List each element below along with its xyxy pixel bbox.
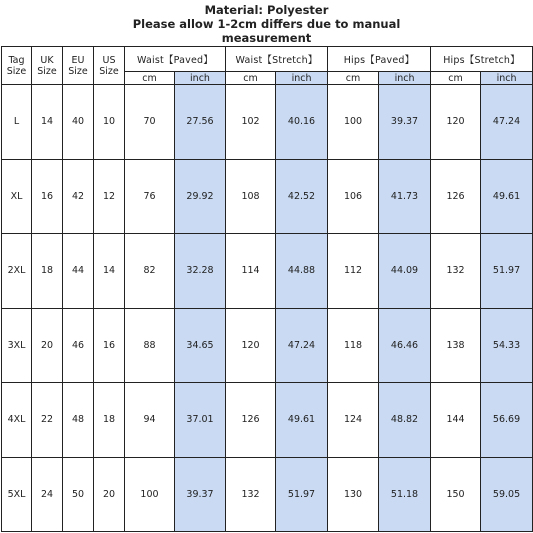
inch-value-cell: 34.65 <box>175 308 226 383</box>
table-row <box>2 383 533 458</box>
tag-size-cell: 2XL <box>2 234 32 309</box>
inch-value-cell: 51.97 <box>481 234 533 309</box>
header-row-groups <box>2 47 533 72</box>
cm-value-cell: 126 <box>226 383 276 458</box>
tag-size-cell: XL <box>2 159 32 234</box>
inch-value-cell: 49.61 <box>481 159 533 234</box>
unit-cm-header: cm <box>328 72 379 85</box>
unit-cm-header: cm <box>125 72 175 85</box>
table-row <box>2 457 533 532</box>
table-row <box>2 234 533 309</box>
inch-value-cell: 51.18 <box>379 457 431 532</box>
inch-value-cell: 46.46 <box>379 308 431 383</box>
cm-value-cell: 112 <box>328 234 379 309</box>
inch-value-cell: 47.24 <box>481 85 533 160</box>
inch-value-cell: 39.37 <box>379 85 431 160</box>
cm-value-cell: 120 <box>226 308 276 383</box>
inch-value-cell: 41.73 <box>379 159 431 234</box>
unit-cm-header: cm <box>431 72 481 85</box>
us-size-cell: 16 <box>94 308 125 383</box>
cm-value-cell: 102 <box>226 85 276 160</box>
inch-value-cell: 42.52 <box>276 159 328 234</box>
uk-size-cell: 20 <box>32 308 63 383</box>
material-text: Material: Polyester <box>204 3 329 17</box>
cm-value-cell: 138 <box>431 308 481 383</box>
hips-paved-header: Hips【Paved】 <box>328 47 431 72</box>
uk-size-header: UK Size <box>32 47 63 85</box>
cm-value-cell: 108 <box>226 159 276 234</box>
uk-size-cell: 16 <box>32 159 63 234</box>
cm-value-cell: 126 <box>431 159 481 234</box>
cm-value-cell: 132 <box>431 234 481 309</box>
cm-value-cell: 120 <box>431 85 481 160</box>
inch-value-cell: 51.97 <box>276 457 328 532</box>
measurement-note-line1: Please allow 1-2cm differs due to manual <box>132 17 401 31</box>
cm-value-cell: 132 <box>226 457 276 532</box>
waist-paved-header: Waist【Paved】 <box>125 47 226 72</box>
uk-size-cell: 14 <box>32 85 63 160</box>
cm-value-cell: 100 <box>328 85 379 160</box>
eu-size-cell: 40 <box>63 85 94 160</box>
us-size-cell: 20 <box>94 457 125 532</box>
table-row <box>2 308 533 383</box>
cm-value-cell: 76 <box>125 159 175 234</box>
eu-size-cell: 44 <box>63 234 94 309</box>
inch-value-cell: 48.82 <box>379 383 431 458</box>
eu-size-header: EU Size <box>63 47 94 85</box>
us-size-cell: 14 <box>94 234 125 309</box>
size-chart-table <box>1 46 533 532</box>
measurement-note-line2: measurement <box>221 31 312 45</box>
inch-value-cell: 59.05 <box>481 457 533 532</box>
inch-value-cell: 47.24 <box>276 308 328 383</box>
unit-inch-header: inch <box>481 72 533 85</box>
cm-value-cell: 70 <box>125 85 175 160</box>
cm-value-cell: 124 <box>328 383 379 458</box>
inch-value-cell: 40.16 <box>276 85 328 160</box>
size-rows <box>2 85 533 532</box>
us-size-cell: 12 <box>94 159 125 234</box>
inch-value-cell: 44.09 <box>379 234 431 309</box>
uk-size-cell: 18 <box>32 234 63 309</box>
cm-value-cell: 144 <box>431 383 481 458</box>
us-size-cell: 10 <box>94 85 125 160</box>
hips-stretch-header: Hips【Stretch】 <box>431 47 533 72</box>
inch-value-cell: 37.01 <box>175 383 226 458</box>
tag-size-cell: L <box>2 85 32 160</box>
cm-value-cell: 150 <box>431 457 481 532</box>
inch-value-cell: 29.92 <box>175 159 226 234</box>
us-size-cell: 18 <box>94 383 125 458</box>
eu-size-cell: 50 <box>63 457 94 532</box>
unit-cm-header: cm <box>226 72 276 85</box>
uk-size-cell: 24 <box>32 457 63 532</box>
unit-inch-header: inch <box>379 72 431 85</box>
cm-value-cell: 94 <box>125 383 175 458</box>
waist-stretch-header: Waist【Stretch】 <box>226 47 328 72</box>
eu-size-cell: 46 <box>63 308 94 383</box>
cm-value-cell: 114 <box>226 234 276 309</box>
inch-value-cell: 56.69 <box>481 383 533 458</box>
tag-size-cell: 3XL <box>2 308 32 383</box>
uk-size-cell: 22 <box>32 383 63 458</box>
cm-value-cell: 100 <box>125 457 175 532</box>
table-row <box>2 159 533 234</box>
inch-value-cell: 49.61 <box>276 383 328 458</box>
tag-size-cell: 5XL <box>2 457 32 532</box>
inch-value-cell: 27.56 <box>175 85 226 160</box>
unit-inch-header: inch <box>175 72 226 85</box>
unit-inch-header: inch <box>276 72 328 85</box>
cm-value-cell: 118 <box>328 308 379 383</box>
tag-size-header: Tag Size <box>2 47 32 85</box>
eu-size-cell: 42 <box>63 159 94 234</box>
table-row <box>2 85 533 160</box>
tag-size-cell: 4XL <box>2 383 32 458</box>
cm-value-cell: 106 <box>328 159 379 234</box>
inch-value-cell: 44.88 <box>276 234 328 309</box>
inch-value-cell: 54.33 <box>481 308 533 383</box>
eu-size-cell: 48 <box>63 383 94 458</box>
cm-value-cell: 130 <box>328 457 379 532</box>
cm-value-cell: 82 <box>125 234 175 309</box>
inch-value-cell: 39.37 <box>175 457 226 532</box>
cm-value-cell: 88 <box>125 308 175 383</box>
chart-header <box>0 0 533 46</box>
inch-value-cell: 32.28 <box>175 234 226 309</box>
us-size-header: US Size <box>94 47 125 85</box>
